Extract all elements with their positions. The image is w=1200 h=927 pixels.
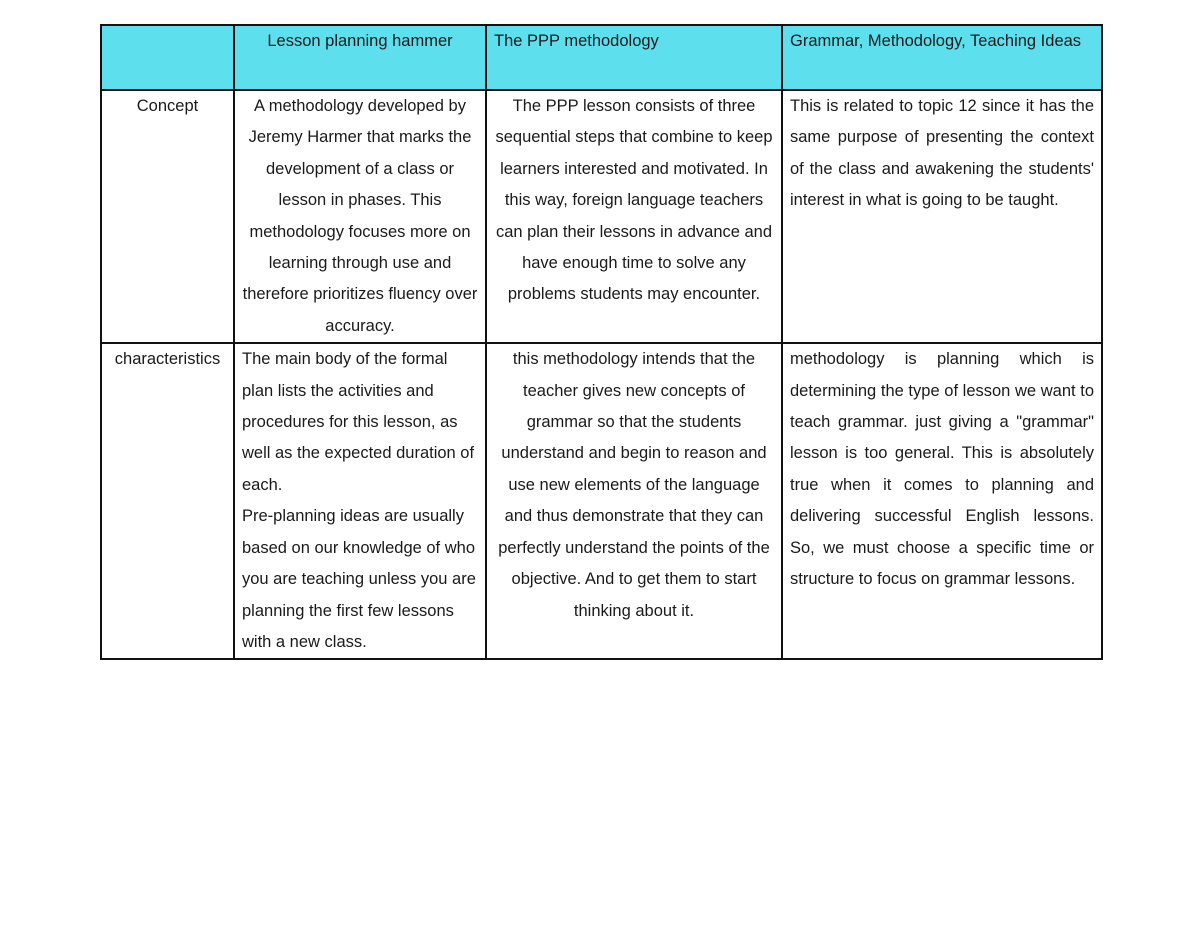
row-label-concept: Concept [101,90,234,343]
concept-hammer-cell: A methodology developed by Jeremy Harmer that marks the development of a class or lesson in phases. This methodology focuses more on learning through use and therefore prioritizes fluency over accuracy. [234,90,486,343]
table-header-row [101,25,1102,90]
concept-ppp-cell: The PPP lesson consists of three sequential steps that combine to keep learners interested and motivated. In this way, foreign language teachers can plan their lessons in advance and have enough time to solve any problems students may encounter. [486,90,782,343]
header-corner-cell [101,25,234,90]
comparison-table [100,24,1103,660]
characteristics-ppp-cell: this methodology intends that the teacher gives new concepts of grammar so that the students understand and begin to reason and use new elements of the language and thus demonstrate that they can perfectly understand the points of the objective. And to get them to start thinking about it. [486,343,782,659]
characteristics-hammer-paragraph-1: The main body of the formal plan lists the activities and procedures for this lesson, as well as the expected duration of each. [242,350,475,494]
characteristics-grammar-cell: methodology is planning which is determining the type of lesson we want to teach grammar. just giving a "grammar" lesson is too general. This is absolutely true when it comes to planning and delivering successful English lessons. So, we must choose a specific time or structure to focus on grammar lessons. [782,343,1102,659]
table-row-characteristics [101,343,1102,659]
characteristics-hammer-cell [234,343,486,659]
table-row-concept [101,90,1102,343]
header-grammar-methodology-teaching-ideas: Grammar, Methodology, Teaching Ideas [782,25,1102,90]
characteristics-hammer-paragraph-2: Pre-planning ideas are usually based on our knowledge of who you are teaching unless you are planning the first few lessons with a new class. [242,507,476,651]
header-lesson-planning-hammer: Lesson planning hammer [234,25,486,90]
header-ppp-methodology: The PPP methodology [486,25,782,90]
row-label-characteristics: characteristics [101,343,234,659]
concept-grammar-cell: This is related to topic 12 since it has the same purpose of presenting the context of the class and awakening the students' interest in what is going to be taught. [782,90,1102,343]
